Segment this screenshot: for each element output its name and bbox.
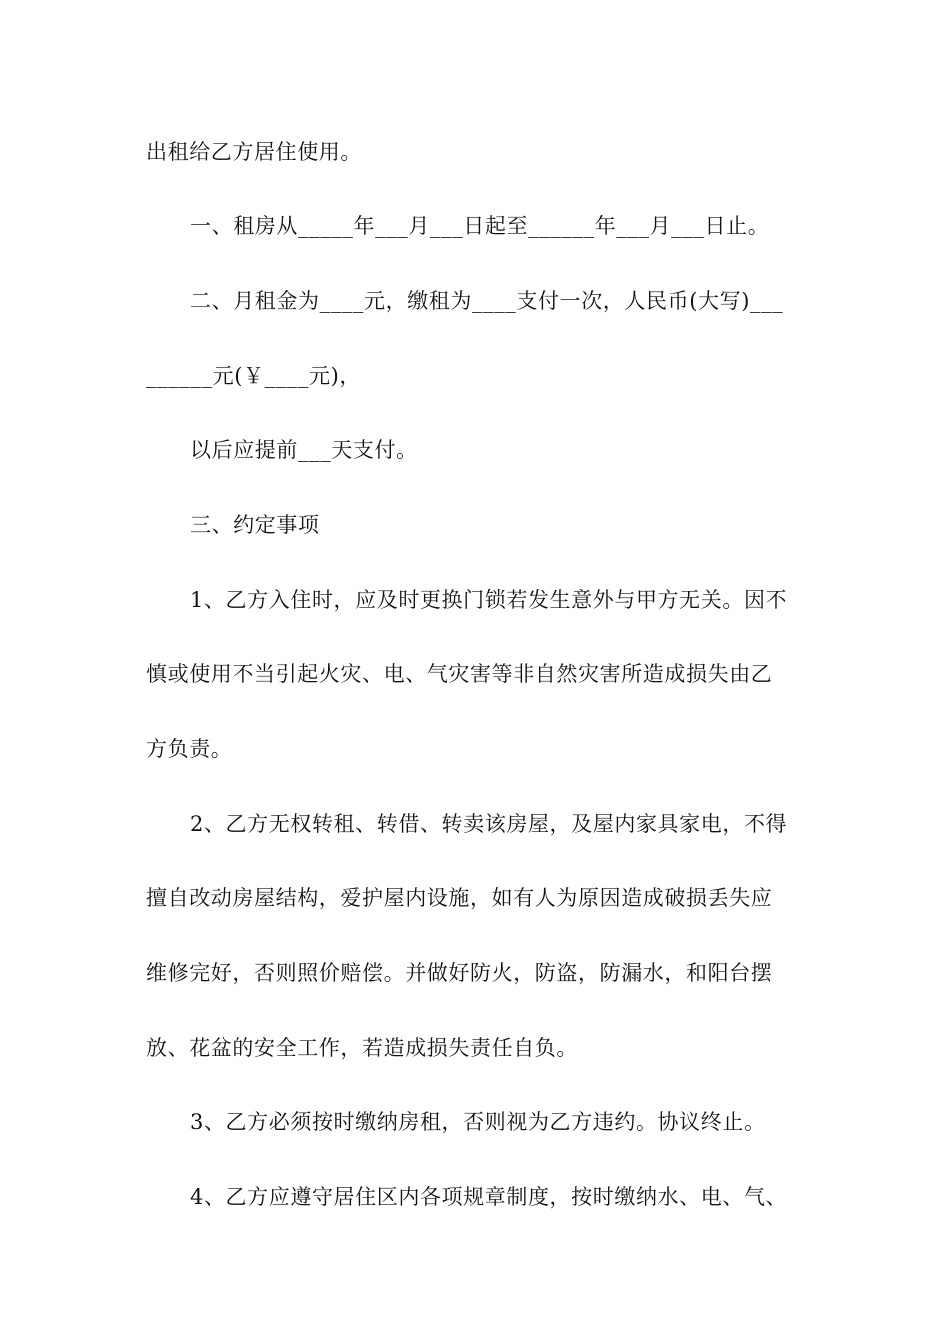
section-heading-terms: 三、约定事项 <box>190 513 320 537</box>
text-line-term-1: 1、乙方入住时，应及时更换门锁若发生意外与甲方无关。因不 <box>190 588 788 612</box>
text-line-term-2: 2、乙方无权转租、转借、转卖该房屋，及屋内家具家电，不得 <box>190 812 788 836</box>
text-line-clause-2-cont: ______元(￥____元)， <box>146 364 361 388</box>
text-line-term-1-end: 方负责。 <box>146 737 233 761</box>
text-line-term-4: 4、乙方应遵守居住区内各项规章制度，按时缴纳水、电、气、 <box>190 1185 788 1209</box>
text-line-continuation: 出租给乙方居住使用。 <box>146 140 362 164</box>
text-line-term-2-cont-1: 擅自改动房屋结构，爱护屋内设施，如有人为原因造成破损丢失应 <box>146 886 773 910</box>
text-line-term-2-end: 放、花盆的安全工作，若造成损失责任自负。 <box>146 1036 578 1060</box>
text-line-term-2-cont-2: 维修完好，否则照价赔偿。并做好防火，防盗，防漏水，和阳台摆 <box>146 961 773 985</box>
text-line-term-1-cont: 慎或使用不当引起火灾、电、气灾害等非自然灾害所造成损失由乙 <box>146 662 773 686</box>
text-line-advance-payment: 以后应提前___天支付。 <box>190 438 418 462</box>
text-line-clause-1: 一、租房从_____年___月___日起至______年___月___日止。 <box>190 214 770 238</box>
text-line-term-3: 3、乙方必须按时缴纳房租，否则视为乙方违约。协议终止。 <box>190 1110 766 1134</box>
text-line-clause-2: 二、月租金为____元，缴租为____支付一次，人民币(大写)___ <box>190 289 784 313</box>
